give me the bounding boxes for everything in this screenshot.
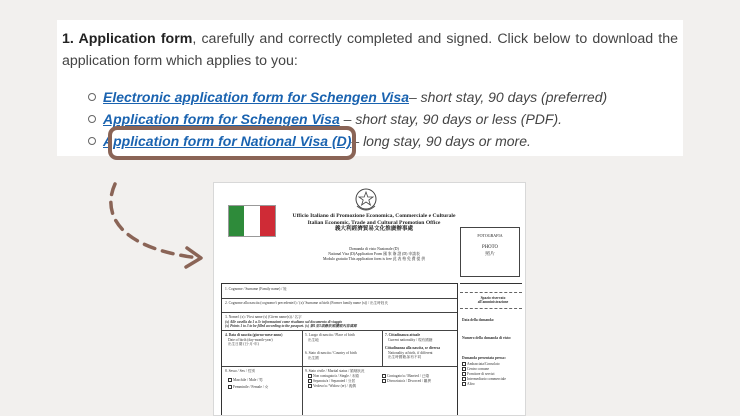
office-name: Ufficio Italiano di Promozione Economica, Commerciale e Culturale Italian Economic, Trade and Cultural Promotion Office 義大利經濟貿易文化推廣辦事處 xyxy=(292,213,456,233)
bullet-icon xyxy=(88,93,96,101)
link-description: – short stay, 90 days or less (PDF). xyxy=(339,111,563,127)
dashed-curved-arrow-icon xyxy=(95,180,210,275)
field-first-name: 3. Nome/i (x) / First name (s) (Given name(s)) / 名字 xyxy=(225,315,302,319)
bullet-icon xyxy=(88,115,96,123)
field-place-of-birth: 5. Luogo di nascita / Place of birth xyxy=(305,333,355,337)
field-note: (x) Points 1 to 3 to be filled according to the passport. (x) 第1至3項應依照護照內容填寫 xyxy=(225,324,357,328)
highlight-box xyxy=(108,126,356,160)
field-nationality: 7. Cittadinanza attuale xyxy=(385,333,421,337)
link-description: – long stay, 90 days or more. xyxy=(351,133,531,149)
italian-flag-icon xyxy=(228,205,276,237)
field-sex: 8. Sesso / Sex / 性別 xyxy=(225,369,255,373)
field-surname-at-birth: 2. Cognome alla nascita (cognome/i precedente/i) / (x)/ Surname at birth (Former family name (x)) / 出生時姓氏 xyxy=(225,301,388,305)
application-form-preview xyxy=(213,182,526,416)
field-surname: 1. Cognome / Surname (Family name) / 姓 xyxy=(225,287,287,291)
italian-emblem-icon xyxy=(353,186,379,214)
field-note: (x) Alle casella da 1 a 3c informazioni come risultano sul documento di viaggio xyxy=(225,319,343,324)
link-description: – short stay, 90 days (preferred) xyxy=(409,89,608,105)
form-subheading: Domanda di visto Nazionale (D) National Visa (D)Application Form 國 家 簽 證 (D) 申請表 Modulo gratuito This application form is free 此 表 格 免 費 提 供 xyxy=(322,247,426,261)
form-fields: 1. Cognome / Surname (Family name) / 姓 2. Cognome alla nascita (cognome/i precedente/i) / (x)/ Surname at birth (Former family name (x)) / 出生時姓氏 3. Nome/i (x) / First name (s) (Given name(s)) / 名字 (x) Alle casella da 1 a 3c informazioni come risultano sul documento di viaggio (x) Points 1 to 3 to be filled according to the passport. (x) 第1至3項應依照護照內容填寫 4. Data di nascita (giorno-mese-anno) Date of birth (day-month-year) 出生日期 (日-月-年) 5. Luogo di nascita / Place of birth 出生地 6. Stato di nascita / Country of birth 出生國 7. Cittadinanza attuale Current nationality / 現有國籍 Cittadinanza alla nascita, se diversa Nationality at birth, if different 出生時國籍,如有不同 8. Sesso / Sex / 性別 Maschile / Male / 男 Femminile / Female / 女 9. Stato civile / Marital status / 婚姻狀況 Non coniugato/a / Single / 未婚 Separato/a / Separated / 分居 Vedovo/a / Widow (er) / 喪偶 Coniugato/a / Married / 已婚 Divorziato/a / Divorced / 離異 xyxy=(221,283,458,416)
field-date-of-birth: 4. Data di nascita (giorno-mese-anno) xyxy=(225,333,283,337)
electronic-schengen-form-link[interactable]: Electronic application form for Schengen Visa xyxy=(103,89,409,105)
admin-side-panel: Spazio riservato all'amministrazione Data della domanda: Numero della domanda di visto: Domanda presentata presso: Ambasciata/Consolato Centro comune Fornitore di servizi Intermediario commerciale Altro xyxy=(460,283,522,416)
list-item xyxy=(103,86,607,108)
field-marital-status: 9. Stato civile / Marital status / 婚姻狀況 xyxy=(305,369,365,373)
intro-lead: 1. Application form xyxy=(62,31,193,47)
intro-paragraph xyxy=(62,28,678,72)
bullet-icon xyxy=(88,137,96,145)
national-visa-form-link[interactable]: Application form for National Visa (D) xyxy=(103,133,352,149)
field-country-of-birth: 6. Stato di nascita / Country of birth xyxy=(305,351,357,355)
photo-box: FOTOGRAFIA PHOTO 照片 xyxy=(460,227,520,277)
intro-text: , carefully and correctly completed and signed. Click below to download the application form which applies to you: xyxy=(62,31,678,69)
schengen-form-link[interactable]: Application form for Schengen Visa xyxy=(103,111,340,127)
